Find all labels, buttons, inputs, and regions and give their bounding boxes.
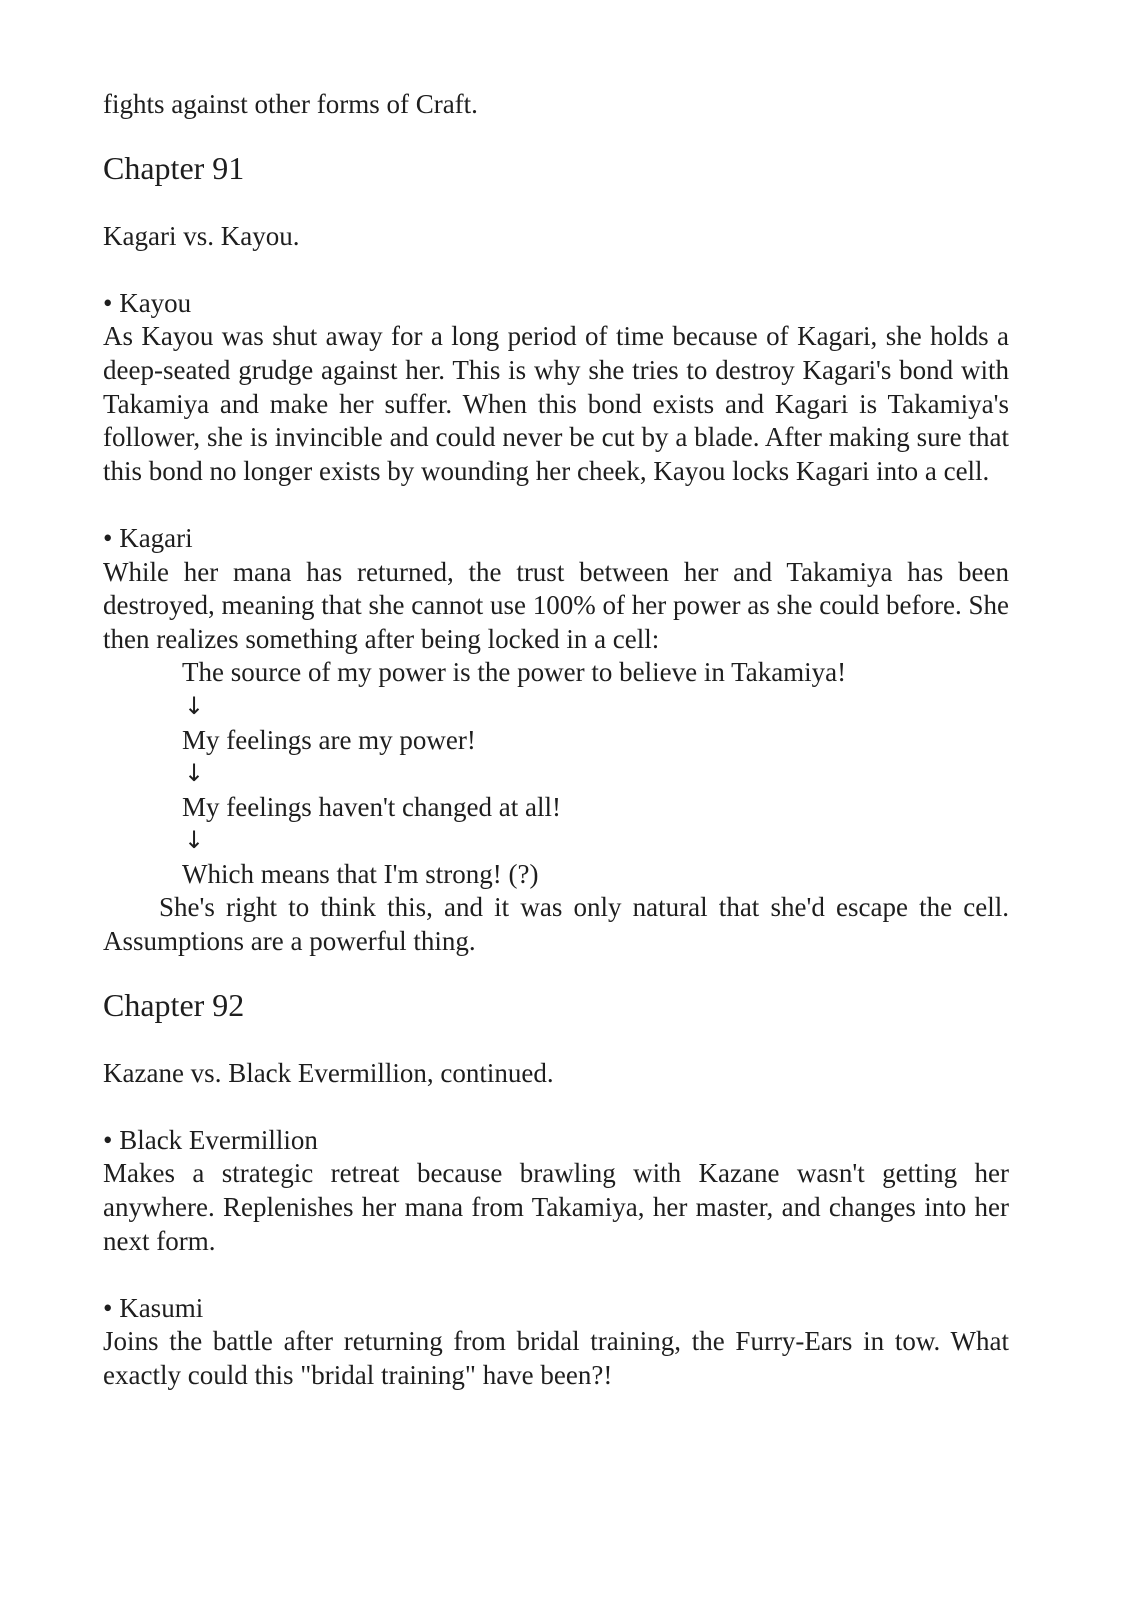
document-page — [103, 88, 1009, 1393]
spacer — [103, 1090, 1009, 1124]
spacer — [103, 188, 1009, 220]
chain-step-4: Which means that I'm strong! (?) — [182, 858, 539, 889]
kayou-heading: • Kayou — [103, 287, 192, 318]
chapter-91-summary: Kagari vs. Kayou. — [103, 220, 300, 251]
spacer — [103, 488, 1009, 522]
chain-step-1: The source of my power is the power to believe in Takamiya! — [182, 657, 847, 688]
spacer — [103, 959, 1009, 985]
down-arrow-icon: ↓ — [184, 691, 205, 720]
chain-step-2: My feelings are my power! — [182, 724, 476, 755]
kayou-text: As Kayou was shut away for a long period of time because of Kagari, she holds a deep-seated grudge against her. This is why she tries to destroy Kagari's bond with Takamiya and make her suffer. When this bond exists and Kagari is Takamiya's follower, she is invincible and could never be cut by a blade. After making sure that this bond no longer exists by wounding her cheek, Kayou locks Kagari into a cell. — [103, 321, 1009, 486]
chain-step-3: My feelings haven't changed at all! — [182, 791, 561, 822]
spacer — [103, 1025, 1009, 1057]
spacer — [103, 122, 1009, 148]
intro-line: fights against other forms of Craft. — [103, 89, 478, 119]
spacer — [103, 253, 1009, 287]
chapter-92-summary: Kazane vs. Black Evermillion, continued. — [103, 1057, 554, 1088]
chapter-92-title: Chapter 92 — [103, 986, 245, 1023]
down-arrow-icon: ↓ — [184, 826, 205, 855]
kagari-text: While her mana has returned, the trust between her and Takamiya has been destroyed, meaning that she cannot use 100% of her power as she could before. She then realizes something after being locked in a cell: — [103, 556, 1009, 654]
down-arrow-icon: ↓ — [184, 759, 205, 788]
chapter-91-title: Chapter 91 — [103, 149, 245, 186]
realization-chain — [103, 656, 1009, 891]
black-evermillion-text: Makes a strategic retreat because brawling with Kazane wasn't getting her anywhere. Replenishes her mana from Takamiya, her master, and changes into her next form. — [103, 1158, 1009, 1256]
kagari-closing: She's right to think this, and it was only natural that she'd escape the cell. Assumptions are a powerful thing. — [103, 892, 1009, 957]
kasumi-text: Joins the battle after returning from bridal training, the Furry-Ears in tow. What exactly could this "bridal training" have been?! — [103, 1326, 1009, 1390]
black-evermillion-heading: • Black Evermillion — [103, 1124, 318, 1155]
kasumi-heading: • Kasumi — [103, 1292, 204, 1323]
kagari-heading: • Kagari — [103, 522, 193, 553]
spacer — [103, 1258, 1009, 1292]
